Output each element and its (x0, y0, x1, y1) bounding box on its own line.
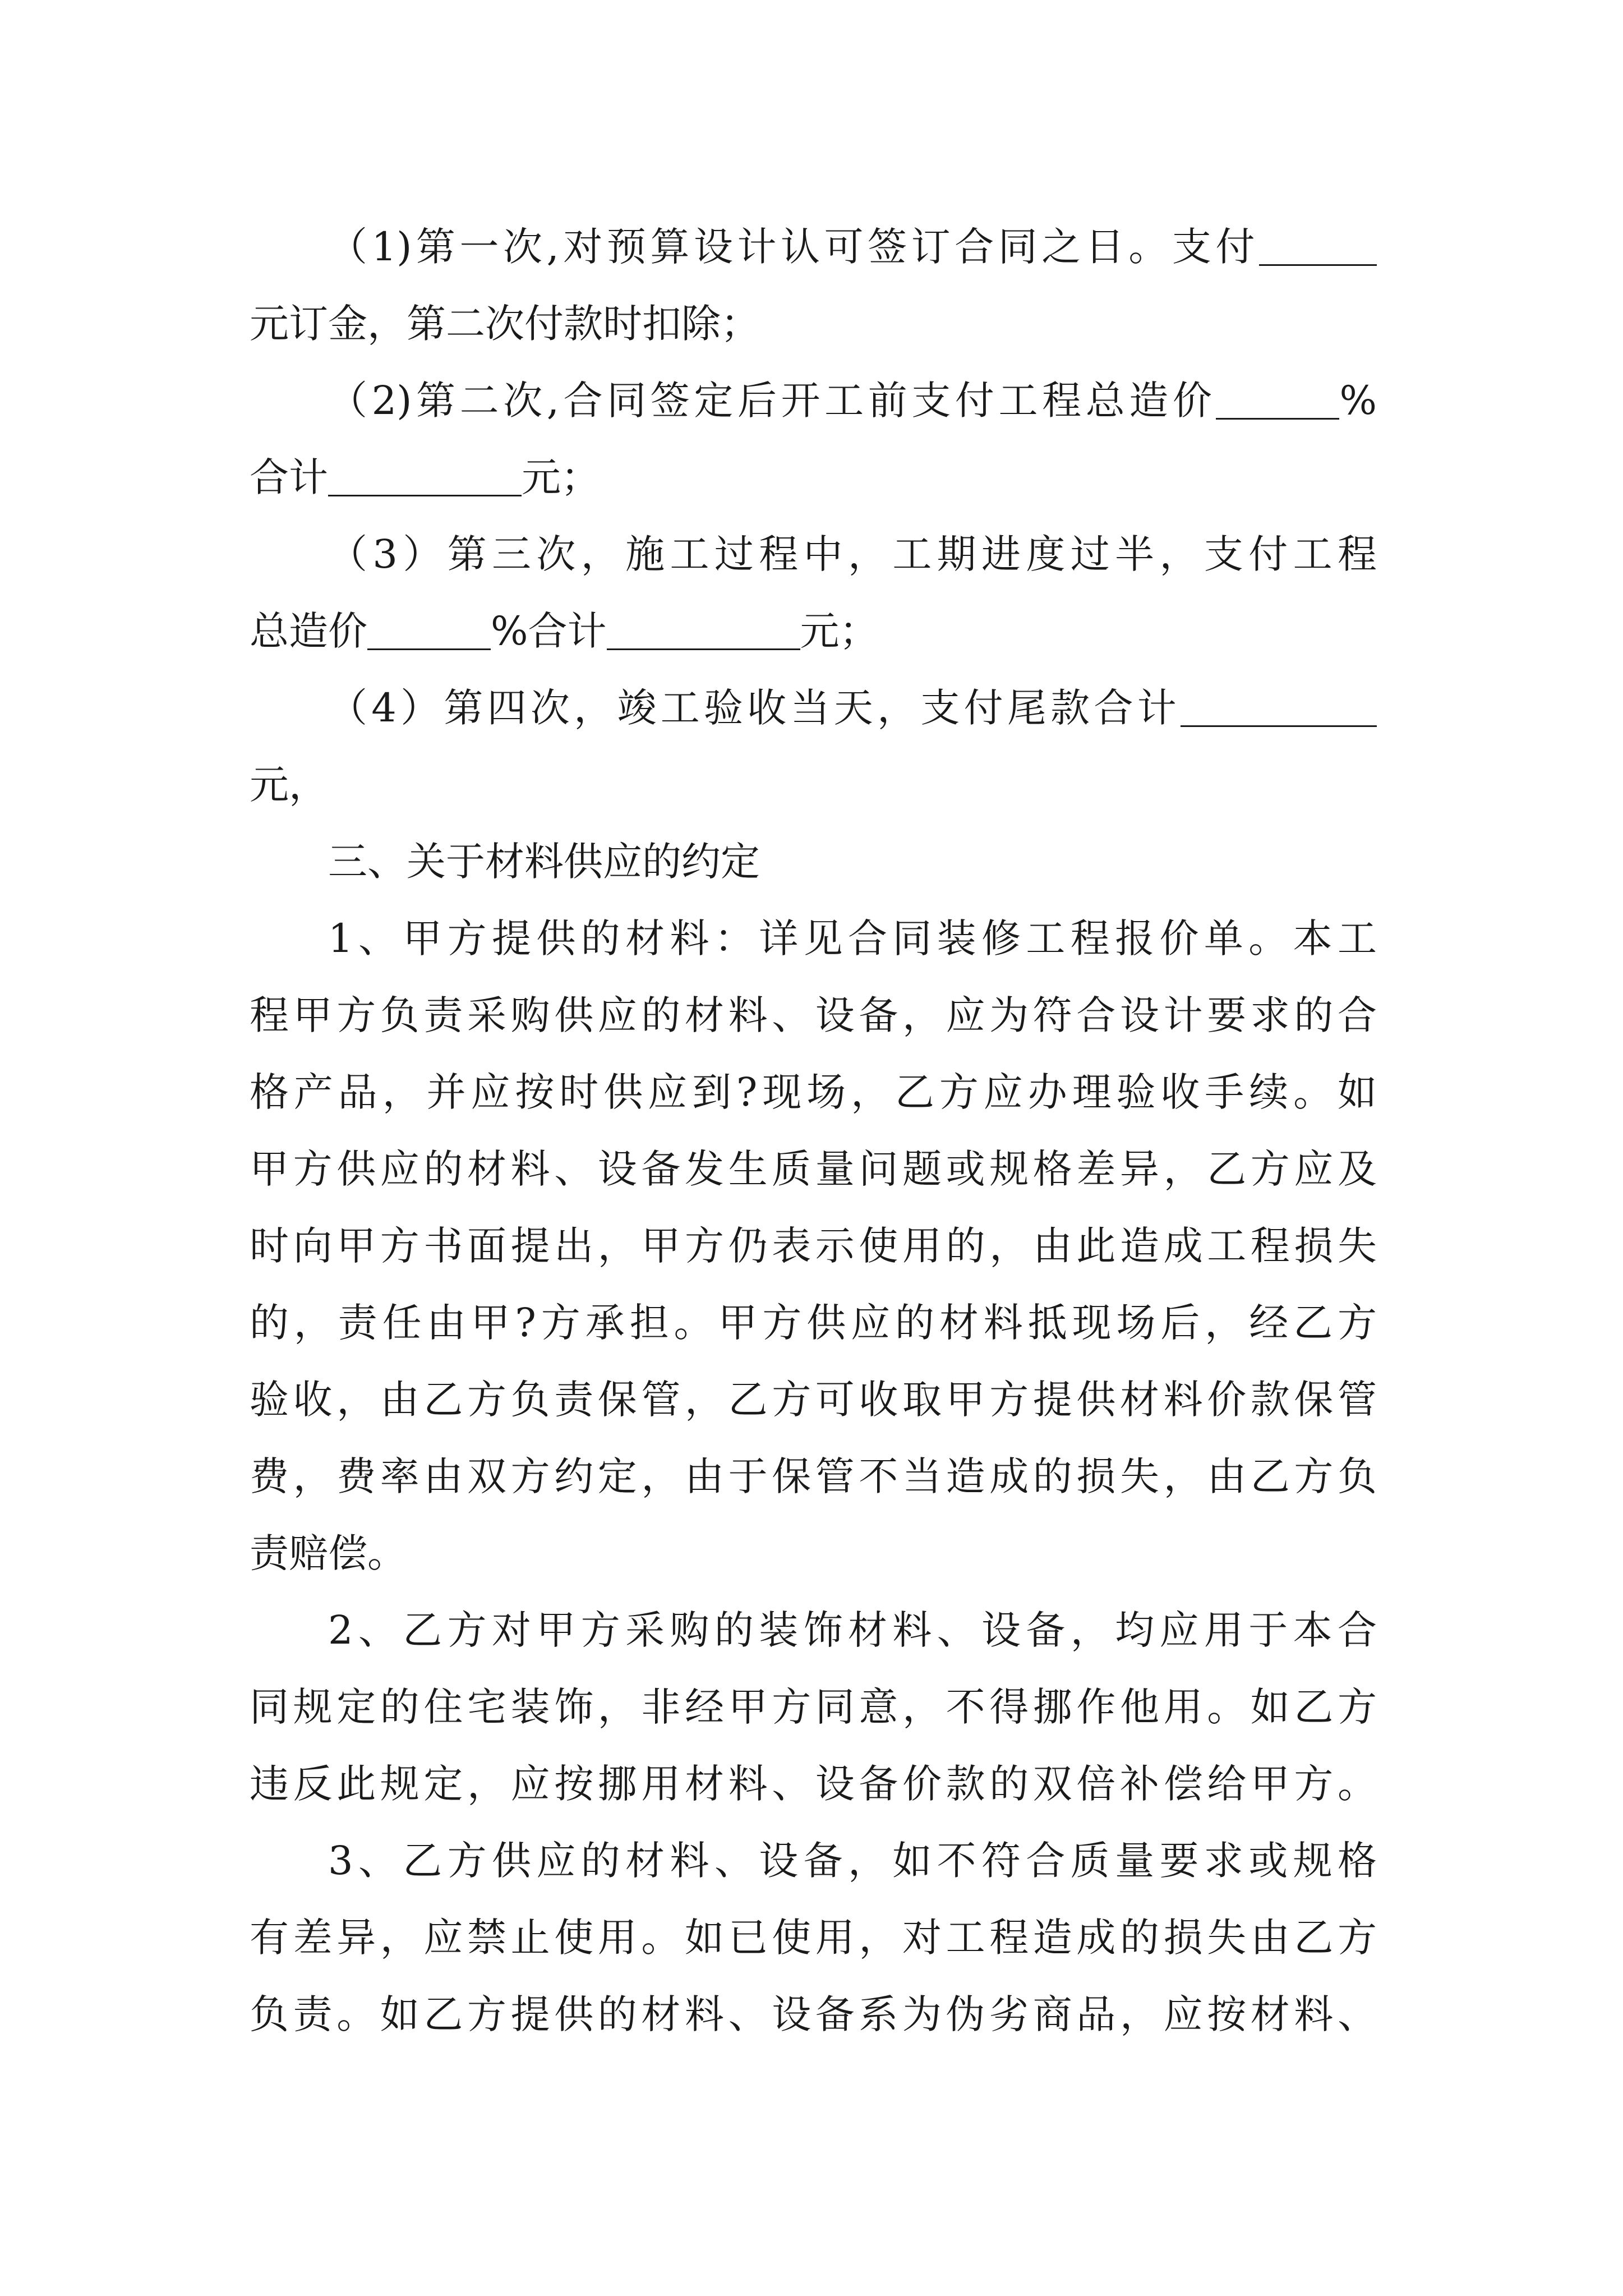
paragraph-line (250, 1592, 1377, 1669)
paragraph-text: 负责。如乙方提供的材料、设备系为伪劣商品，应按材料、 (250, 1991, 1377, 2037)
paragraph-text: 验收，由乙方负责保管，乙方可收取甲方提供材料价款保管 (250, 1377, 1377, 1423)
percent-blank (367, 609, 491, 650)
payment-item-3-text: （3）第三次，施工过程中，工期进度过半，支付工程 (328, 531, 1377, 577)
payment-item-4-text: （4）第四次，竣工验收当天，支付尾款合计 (328, 685, 1181, 731)
contract-body (250, 209, 1377, 2053)
paragraph-line (250, 900, 1377, 977)
payment-item-1-line-2 (250, 286, 1377, 362)
paragraph-text: 甲方供应的材料、设备发生质量问题或规格差异，乙方应及 (250, 1146, 1377, 1192)
currency-unit: 元； (800, 608, 879, 654)
payment-item-4-line-1 (250, 670, 1377, 747)
paragraph-line (250, 1823, 1377, 1899)
payment-item-1-text: （1)第一次,对预算设计认可签订合同之日。支付 (328, 224, 1259, 270)
section-heading (250, 823, 1377, 900)
payment-item-3-line-1 (250, 516, 1377, 593)
payment-item-2-line-2 (250, 439, 1377, 516)
amount-blank (328, 455, 522, 496)
section-heading-text: 三、关于材料供应的约定 (328, 839, 760, 885)
paragraph-text: 时向甲方书面提出，甲方仍表示使用的，由此造成工程损失 (250, 1223, 1377, 1269)
payment-item-2-text: （2)第二次,合同签定后开工前支付工程总造价 (328, 378, 1216, 424)
paragraph-line (250, 1208, 1377, 1285)
total-label: 合计 (250, 454, 328, 500)
payment-item-3-line-2 (250, 593, 1377, 670)
paragraph-text: 程甲方负责采购供应的材料、设备，应为符合设计要求的合 (250, 992, 1377, 1038)
amount-blank (607, 609, 800, 650)
percent-total-label: %合计 (491, 608, 607, 654)
paragraph-text: 格产品，并应按时供应到?现场，乙方应办理验收手续。如 (250, 1069, 1377, 1115)
currency-unit: 元； (522, 454, 600, 500)
paragraph-text: 责赔偿。 (250, 1530, 407, 1576)
paragraph-line (250, 1131, 1377, 1208)
currency-unit: 元， (250, 762, 328, 808)
percent-sign: % (1339, 378, 1377, 424)
payment-item-1-text-cont: 元订金，第二次付款时扣除； (250, 301, 760, 347)
paragraph-line (250, 1361, 1377, 1438)
paragraph-text: 有差异，应禁止使用。如已使用，对工程造成的损失由乙方 (250, 1915, 1377, 1961)
paragraph-text: 的，责任由甲?方承担。甲方供应的材料抵现场后，经乙方 (250, 1300, 1377, 1346)
paragraph-line (250, 1438, 1377, 1515)
paragraph-line (250, 1054, 1377, 1131)
total-price-label: 总造价 (250, 608, 367, 654)
paragraph-text: 2、乙方对甲方采购的装饰材料、设备，均应用于本合 (328, 1607, 1377, 1653)
payment-item-2-line-1 (250, 362, 1377, 439)
paragraph-line (250, 977, 1377, 1054)
percent-blank (1216, 379, 1339, 420)
paragraph-line (250, 1669, 1377, 1746)
paragraph-line (250, 1899, 1377, 1976)
amount-blank (1181, 686, 1377, 727)
paragraph-text: 1、甲方提供的材料：详见合同装修工程报价单。本工 (328, 915, 1377, 961)
paragraph-line (250, 1746, 1377, 1823)
paragraph-line (250, 1976, 1377, 2053)
paragraph-text: 违反此规定，应按挪用材料、设备价款的双倍补偿给甲方。 (250, 1761, 1377, 1807)
paragraph-text: 同规定的住宅装饰，非经甲方同意，不得挪作他用。如乙方 (250, 1684, 1377, 1730)
paragraph-line (250, 1285, 1377, 1361)
paragraph-text: 费，费率由双方约定，由于保管不当造成的损失，由乙方负 (250, 1453, 1377, 1499)
amount-blank (1259, 225, 1377, 266)
paragraph-line (250, 1515, 1377, 1592)
paragraph-text: 3、乙方供应的材料、设备，如不符合质量要求或规格 (328, 1838, 1377, 1884)
payment-item-4-line-2 (250, 747, 1377, 823)
payment-item-1-line-1 (250, 209, 1377, 286)
